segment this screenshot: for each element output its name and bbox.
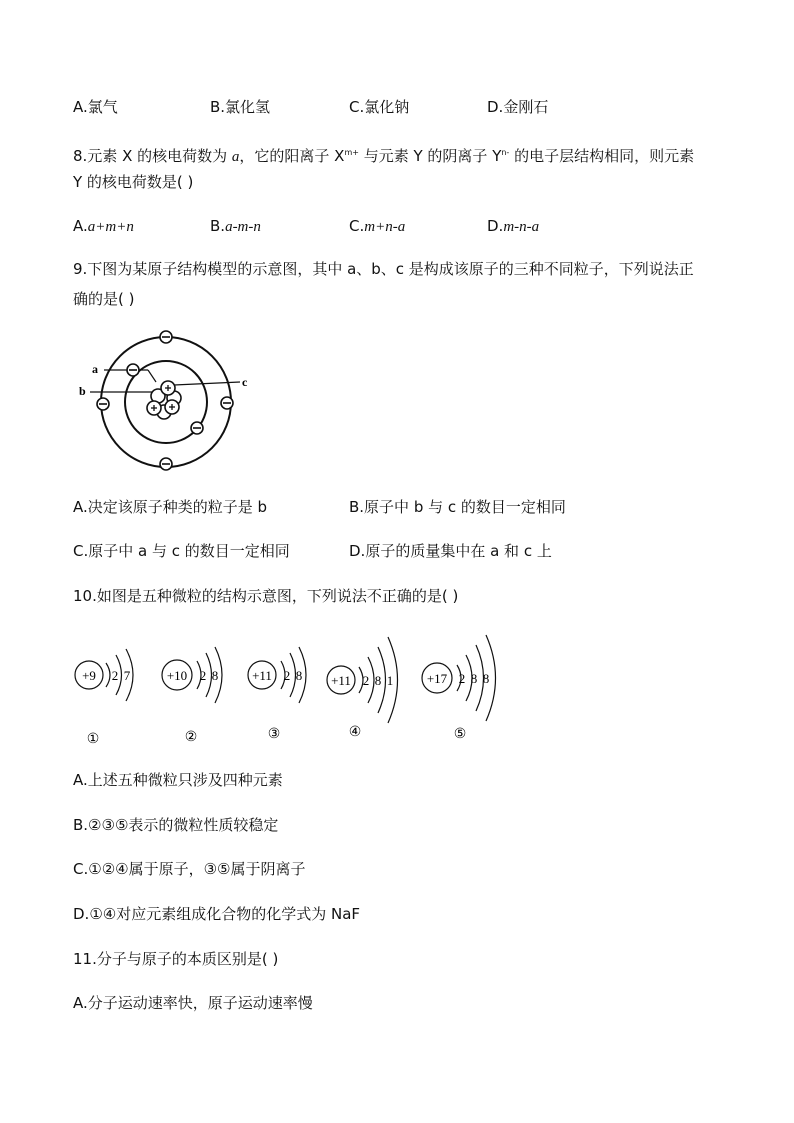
label-b: b (79, 384, 86, 398)
particle-3-shell-2: 8 (295, 668, 303, 683)
particle-5-label: ⑤ (453, 727, 467, 742)
q10-option-a: A.上述五种微粒只涉及四种元素 (73, 771, 283, 789)
q8-stem-line2: Y 的核电荷数是( ) (73, 173, 194, 191)
q11-option-a: A.分子运动速率快，原子运动速率慢 (73, 994, 313, 1012)
outer-orbit (101, 337, 231, 467)
q8-option-b: B.a-m-n (210, 217, 261, 235)
q9-stem-line2: 确的是( ) (73, 290, 135, 308)
q8-cation-charge: m+ (344, 148, 359, 157)
q7-option-d: D.金刚石 (487, 98, 549, 116)
q8-stem-part2: ，它的阳离子 X (239, 147, 345, 165)
particle-2-label: ② (184, 730, 198, 745)
particle-4-shell-2: 8 (374, 673, 382, 688)
particle-5-shell-3: 8 (482, 671, 490, 686)
q8-option-d: D.m-n-a (487, 217, 540, 235)
label-a: a (92, 362, 98, 376)
particle-3-nucleus: +11 (252, 668, 272, 683)
particle-4-shell-3: 1 (386, 673, 394, 688)
particle-2-nucleus: +10 (166, 668, 188, 683)
particle-5-shell-2: 8 (470, 671, 478, 686)
particle-4-nucleus: +11 (331, 673, 351, 688)
particle-5-shell-1: 2 (458, 671, 466, 686)
q7-option-a: A.氯气 (73, 98, 118, 116)
label-c: c (242, 375, 248, 389)
particle-1-shell-2: 7 (123, 668, 131, 683)
particle-1-nucleus: +9 (82, 668, 96, 683)
q8-stem (73, 143, 694, 167)
nucleus (147, 381, 181, 419)
particle-3-shell-1: 2 (283, 668, 291, 683)
particle-1-shell-1: 2 (111, 668, 119, 683)
particle-4-label: ④ (348, 725, 362, 740)
q10-stem: 10.如图是五种微粒的结构示意图，下列说法不正确的是( ) (73, 587, 459, 605)
q9-option-c: C.原子中 a 与 c 的数目一定相同 (73, 542, 290, 560)
q8-option-a: A.a+m+n (73, 217, 134, 235)
q7-option-b: B.氯化氢 (210, 98, 271, 116)
q8-stem-part3: 与元素 Y 的阴离子 Y (358, 147, 502, 165)
q10-option-c: C.①②④属于原子，③⑤属于阴离子 (73, 860, 306, 878)
particle-3-label: ③ (267, 727, 281, 742)
q9-option-b: B.原子中 b 与 c 的数目一定相同 (349, 498, 566, 516)
atom-model-diagram (70, 330, 260, 480)
q8-option-c: C.m+n-a (349, 217, 406, 235)
q7-option-c: C.氯化钠 (349, 98, 410, 116)
q10-option-d: D.①④对应元素组成化合物的化学式为 NaF (73, 905, 361, 923)
q9-option-d: D.原子的质量集中在 a 和 c 上 (349, 542, 552, 560)
q8-stem-part4: 的电子层结构相同，则元素 (509, 147, 695, 165)
q10-option-b: B.②③⑤表示的微粒性质较稳定 (73, 816, 279, 834)
particle-structure-diagrams (60, 625, 510, 750)
particle-4-shell-1: 2 (362, 673, 370, 688)
particle-2-shell-2: 8 (211, 668, 219, 683)
q8-var-a: a (231, 149, 240, 165)
q11-stem: 11.分子与原子的本质区别是( ) (73, 950, 279, 968)
q8-anion-charge: n- (501, 148, 510, 157)
q9-stem-line1: 9.下图为某原子结构模型的示意图，其中 a、b、c 是构成该原子的三种不同粒子，下列说法正 (73, 260, 694, 278)
q9-option-a: A.决定该原子种类的粒子是 b (73, 498, 268, 516)
particle-1-label: ① (86, 732, 100, 747)
q8-stem-part1: 8.元素 X 的核电荷数为 (73, 147, 232, 165)
particle-5-nucleus: +17 (426, 671, 448, 686)
particle-2-shell-1: 2 (199, 668, 207, 683)
